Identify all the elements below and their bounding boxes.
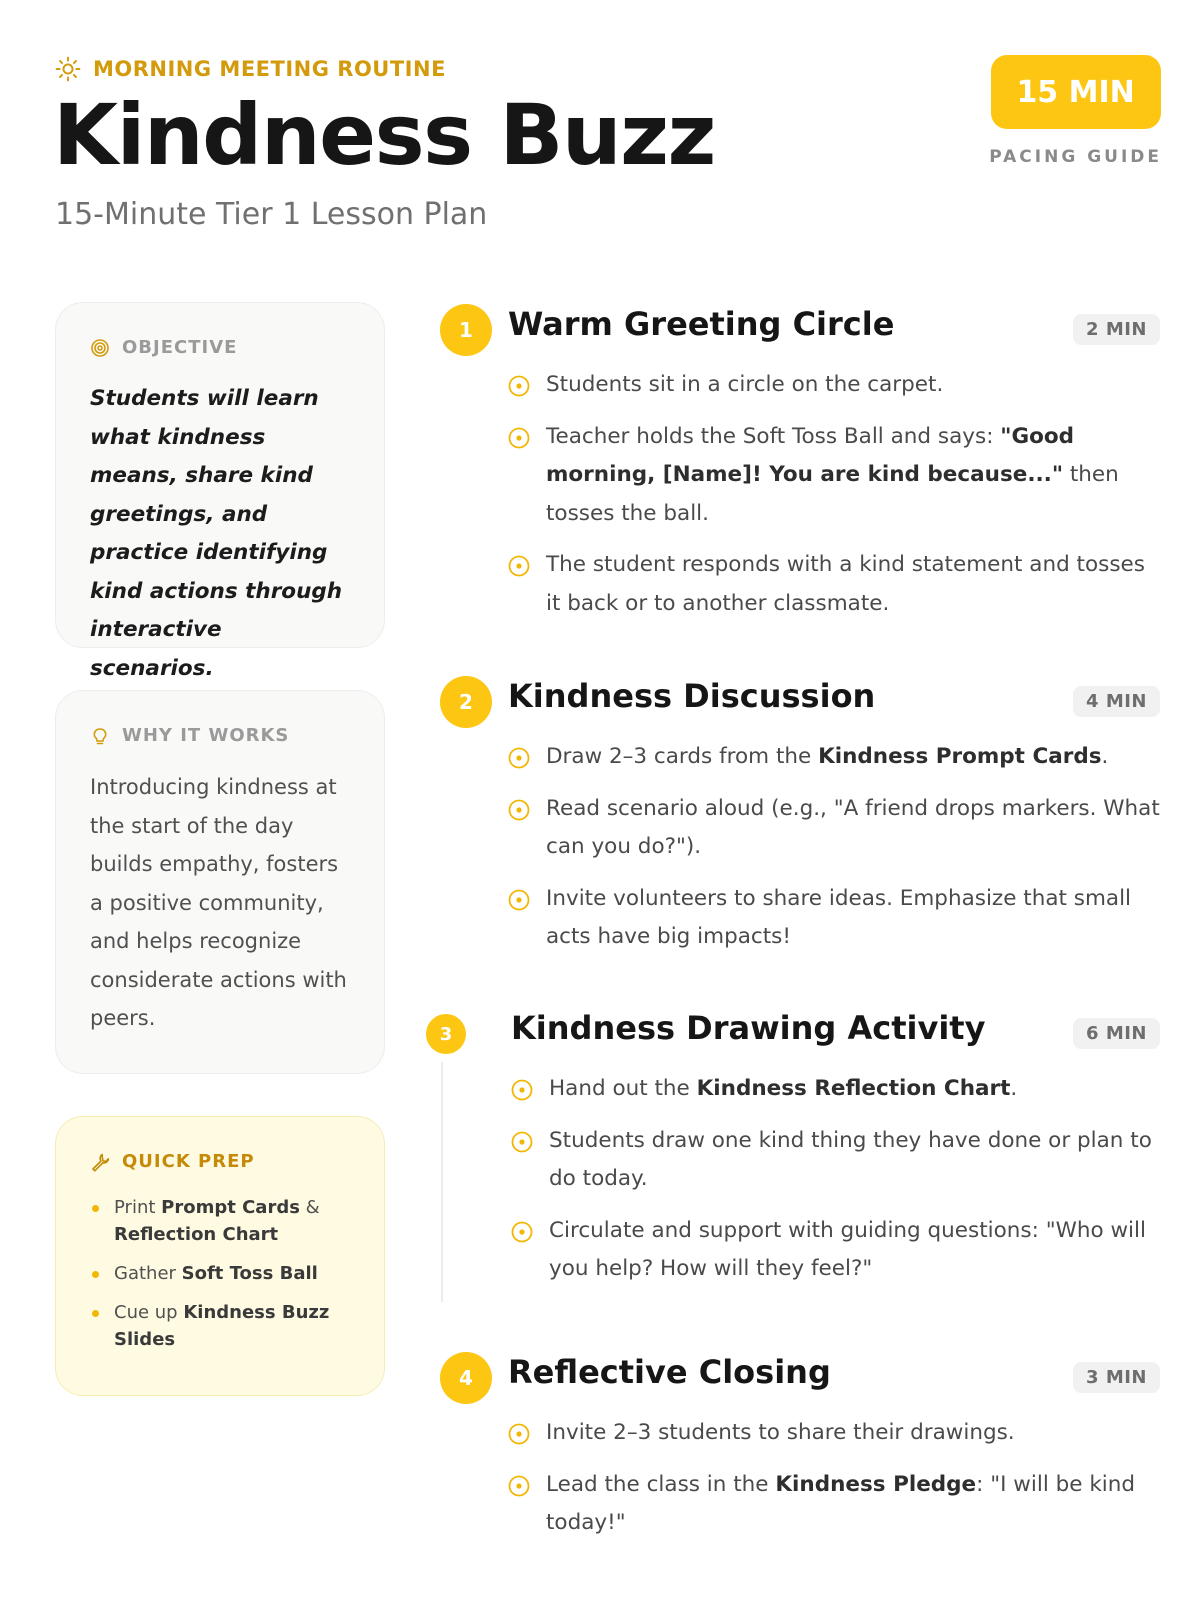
objective-text: Students will learn what kindness means, share kind greetings, and practice identifying kind actions through interactive scenarios. [90,386,343,681]
list-item: Students sit in a circle on the carpet. [508,366,1160,405]
step-bullets [508,366,1160,636]
target-icon [90,338,110,358]
prep-list [90,1194,350,1353]
badge-value: 15 MIN [991,55,1161,129]
target-bullet-icon [508,747,530,769]
why-card [55,690,385,1074]
why-text: Introducing kindness at the start of the day builds empathy, fosters a positive community, and helps recognize considerate actions with peers. [90,775,347,1030]
step-time-badge: 3 MIN [1073,1362,1160,1393]
target-bullet-icon [511,1221,533,1243]
target-bullet-icon [508,1423,530,1445]
step-number: 3 [426,1014,466,1054]
wrench-icon [90,1152,110,1172]
target-bullet-icon [508,889,530,911]
step-bullets [508,738,1160,970]
prep-heading-text: QUICK PREP [122,1151,255,1172]
target-bullet-icon [511,1131,533,1153]
target-bullet-icon [511,1079,533,1101]
list-item: Invite volunteers to share ideas. Emphasize that small acts have big impacts! [508,880,1160,957]
page-title: Kindness Buzz [53,86,715,184]
objective-card [55,302,385,681]
badge-label: PACING GUIDE [989,147,1162,167]
step-number: 4 [440,1352,492,1404]
step-number: 2 [440,676,492,728]
step-bullets [511,1070,1163,1302]
list-item: The student responds with a kind statement and tosses it back or to another classmate. [508,546,1160,623]
step-kindness-discussion [440,676,1160,956]
list-item: Read scenario aloud (e.g., "A friend drops markers. What can you do?"). [508,790,1160,867]
list-item: Hand out the Kindness Reflection Chart. [511,1070,1163,1109]
target-bullet-icon [508,375,530,397]
prep-item: Print Prompt Cards & Reflection Chart [90,1194,350,1248]
target-bullet-icon [508,1475,530,1497]
prep-item: Cue up Kindness Buzz Slides [90,1299,350,1353]
prep-heading [90,1151,350,1172]
step-title: Reflective Closing [508,1353,831,1391]
step-time-badge: 2 MIN [1073,314,1160,345]
target-bullet-icon [508,555,530,577]
step-title: Kindness Discussion [508,677,876,715]
lightbulb-icon [90,726,110,746]
step-time-badge: 4 MIN [1073,686,1160,717]
list-item: Students draw one kind thing they have done or plan to do today. [511,1122,1163,1199]
list-item: Teacher holds the Soft Toss Ball and says: "Good morning, [Name]! You are kind because..." then tosses the ball. [508,418,1160,534]
list-item: Draw 2–3 cards from the Kindness Prompt Cards. [508,738,1160,777]
step-kindness-drawing [440,1008,1160,1298]
page-subtitle: 15-Minute Tier 1 Lesson Plan [55,197,488,232]
why-heading-text: WHY IT WORKS [122,725,290,746]
objective-heading-text: OBJECTIVE [122,337,238,358]
list-item: Invite 2–3 students to share their drawings. [508,1414,1160,1453]
list-item: Circulate and support with guiding questions: "Who will you help? How will they feel?" [511,1212,1163,1289]
objective-heading [90,337,350,358]
eyebrow-text: MORNING MEETING ROUTINE [93,57,446,81]
step-number: 1 [440,304,492,356]
step-reflective-closing [440,1352,1160,1552]
quick-prep-card [55,1116,385,1396]
list-item: Lead the class in the Kindness Pledge: "I will be kind today!" [508,1466,1160,1543]
why-heading [90,725,350,746]
target-bullet-icon [508,427,530,449]
prep-item: Gather Soft Toss Ball [90,1260,350,1287]
step-title: Warm Greeting Circle [508,305,895,343]
step-bullets [508,1414,1160,1556]
step-time-badge: 6 MIN [1073,1018,1160,1049]
target-bullet-icon [508,799,530,821]
step-warm-greeting [440,304,1160,614]
sun-icon [55,56,81,82]
step-title: Kindness Drawing Activity [511,1009,986,1047]
pacing-badge [989,55,1162,167]
